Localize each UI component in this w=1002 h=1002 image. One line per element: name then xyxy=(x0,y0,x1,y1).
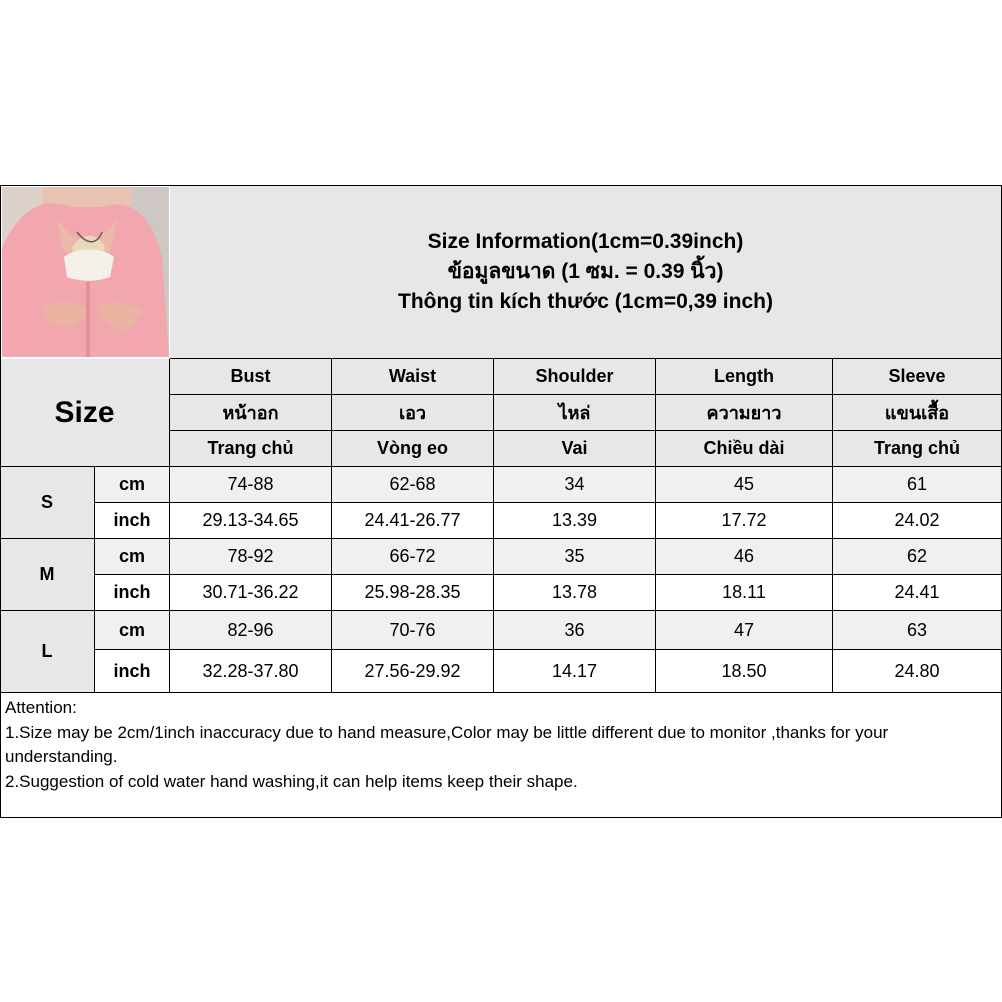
notes-heading: Attention: xyxy=(5,698,77,717)
cell-s-inch-bust: 29.13-34.65 xyxy=(170,503,332,539)
cell-l-cm-sleeve: 63 xyxy=(833,611,1002,650)
column-header-length: Length xyxy=(656,359,833,395)
cell-s-cm-length: 45 xyxy=(656,467,833,503)
cell-m-cm-sleeve: 62 xyxy=(833,539,1002,575)
title-vietnamese: Thông tin kích thước (1cm=0,39 inch) xyxy=(398,289,773,313)
column-header-shoulder-vietnamese: Vai xyxy=(494,431,656,467)
unit-inch: inch xyxy=(95,503,170,539)
cell-l-inch-waist: 27.56-29.92 xyxy=(332,650,494,693)
product-photo xyxy=(2,187,169,357)
column-header-shoulder: Shoulder xyxy=(494,359,656,395)
title-english: Size Information(1cm=0.39inch) xyxy=(427,229,744,253)
note-item: 1.Size may be 2cm/1inch inaccuracy due to hand measure,Color may be little different due to monitor ,thanks for your understanding. xyxy=(5,722,889,766)
unit-cm: cm xyxy=(95,611,170,650)
cell-m-cm-waist: 66-72 xyxy=(332,539,494,575)
note-item: 2.Suggestion of cold water hand washing,it can help items keep their shape. xyxy=(5,771,578,791)
cell-s-cm-bust: 74-88 xyxy=(170,467,332,503)
size-header xyxy=(0,359,170,467)
cell-l-inch-sleeve: 24.80 xyxy=(833,650,1002,693)
cell-m-inch-bust: 30.71-36.22 xyxy=(170,575,332,611)
size-header-label: Size xyxy=(54,395,115,429)
cell-m-inch-shoulder: 13.78 xyxy=(494,575,656,611)
unit-cm: cm xyxy=(95,539,170,575)
cell-l-cm-waist: 70-76 xyxy=(332,611,494,650)
cell-s-cm-sleeve: 61 xyxy=(833,467,1002,503)
cell-s-inch-length: 17.72 xyxy=(656,503,833,539)
unit-cm: cm xyxy=(95,467,170,503)
cell-s-cm-waist: 62-68 xyxy=(332,467,494,503)
column-header-sleeve: Sleeve xyxy=(833,359,1002,395)
cell-s-inch-sleeve: 24.02 xyxy=(833,503,1002,539)
cell-l-cm-bust: 82-96 xyxy=(170,611,332,650)
cell-m-cm-bust: 78-92 xyxy=(170,539,332,575)
size-l-label: L xyxy=(0,611,95,693)
column-header-waist: Waist xyxy=(332,359,494,395)
cell-m-inch-length: 18.11 xyxy=(656,575,833,611)
size-chart xyxy=(0,185,1002,818)
unit-inch: inch xyxy=(95,650,170,693)
cell-s-inch-waist: 24.41-26.77 xyxy=(332,503,494,539)
cell-s-cm-shoulder: 34 xyxy=(494,467,656,503)
column-header-waist-vietnamese: Vòng eo xyxy=(332,431,494,467)
cell-l-inch-bust: 32.28-37.80 xyxy=(170,650,332,693)
cell-l-cm-shoulder: 36 xyxy=(494,611,656,650)
column-header-bust-vietnamese: Trang chủ xyxy=(170,431,332,467)
column-header-bust: Bust xyxy=(170,359,332,395)
unit-inch: inch xyxy=(95,575,170,611)
column-header-sleeve-vietnamese: Trang chủ xyxy=(833,431,1002,467)
size-m-label: M xyxy=(0,539,95,611)
column-header-sleeve-thai: แขนเสื้อ xyxy=(833,395,1002,431)
cell-m-cm-length: 46 xyxy=(656,539,833,575)
attention-notes xyxy=(0,693,1002,818)
cell-l-cm-length: 47 xyxy=(656,611,833,650)
size-s-label: S xyxy=(0,467,95,539)
product-photo-illustration xyxy=(2,187,169,357)
cell-m-inch-sleeve: 24.41 xyxy=(833,575,1002,611)
title-block xyxy=(170,185,1002,359)
column-header-length-thai: ความยาว xyxy=(656,395,833,431)
cell-m-cm-shoulder: 35 xyxy=(494,539,656,575)
cell-l-inch-length: 18.50 xyxy=(656,650,833,693)
column-header-shoulder-thai: ไหล่ xyxy=(494,395,656,431)
cell-s-inch-shoulder: 13.39 xyxy=(494,503,656,539)
cell-m-inch-waist: 25.98-28.35 xyxy=(332,575,494,611)
column-header-waist-thai: เอว xyxy=(332,395,494,431)
cell-l-inch-shoulder: 14.17 xyxy=(494,650,656,693)
column-header-bust-thai: หน้าอก xyxy=(170,395,332,431)
title-thai: ข้อมูลขนาด (1 ซม. = 0.39 นิ้ว) xyxy=(447,259,724,283)
column-header-length-vietnamese: Chiều dài xyxy=(656,431,833,467)
